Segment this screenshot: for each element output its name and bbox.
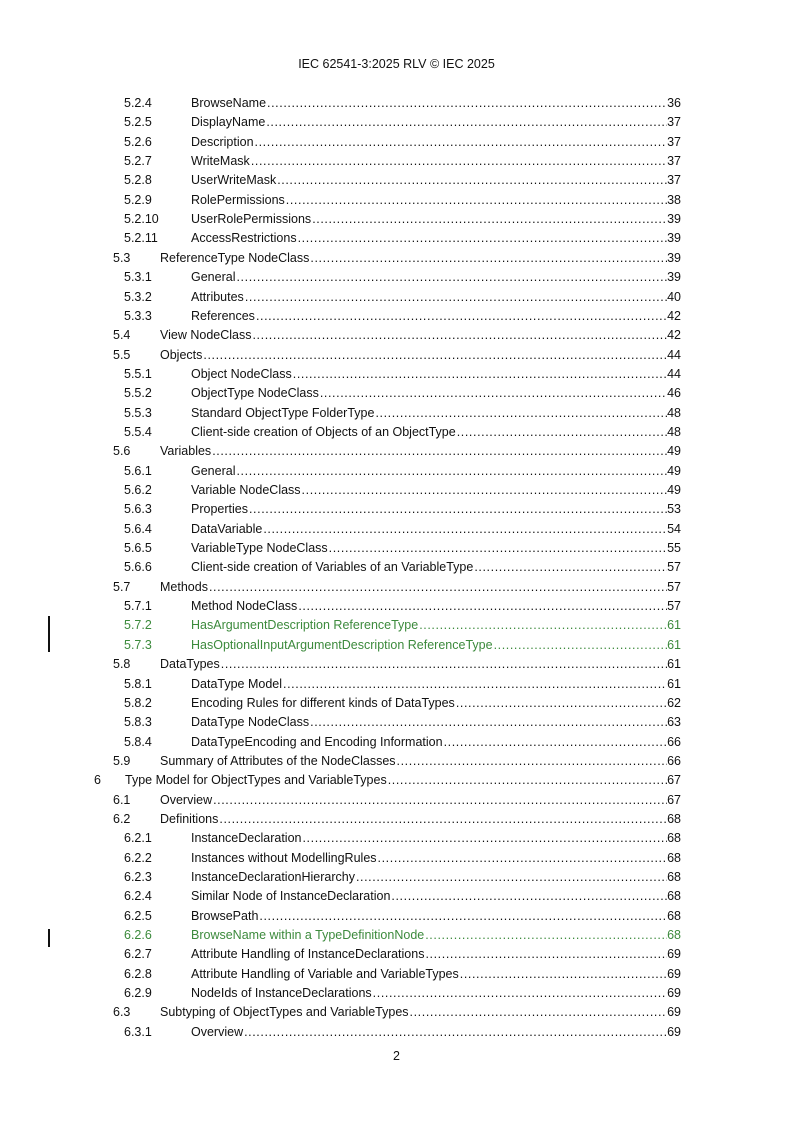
toc-leader-dots xyxy=(251,152,667,170)
toc-leader-dots xyxy=(320,384,667,402)
toc-entry[interactable] xyxy=(0,829,793,847)
toc-entry-number: 5.7.3 xyxy=(124,637,152,652)
toc-leader-dots xyxy=(425,926,667,944)
toc-entry-title: Type Model for ObjectTypes and VariableTypes xyxy=(125,773,387,788)
toc-entry-page: 39 xyxy=(667,231,681,246)
toc-entry-number: 5.6.4 xyxy=(124,521,152,536)
toc-entry-number: 5.9 xyxy=(113,753,131,768)
toc-entry[interactable] xyxy=(0,694,793,712)
toc-entry-page: 37 xyxy=(667,154,681,169)
toc-entry-number: 5.2.11 xyxy=(124,231,158,246)
toc-entry-number: 5.4 xyxy=(113,328,131,343)
toc-entry-page: 54 xyxy=(667,521,681,536)
toc-entry[interactable] xyxy=(0,384,793,402)
toc-entry[interactable] xyxy=(0,307,793,325)
toc-entry[interactable] xyxy=(0,520,793,538)
toc-leader-dots xyxy=(410,1003,668,1021)
toc-entry[interactable] xyxy=(0,965,793,983)
toc-leader-dots xyxy=(245,288,667,306)
toc-entry-title: DataType NodeClass xyxy=(191,715,310,730)
toc-entry-page: 39 xyxy=(667,212,681,227)
toc-entry-number: 6.3 xyxy=(113,1005,131,1020)
toc-leader-dots xyxy=(267,94,667,112)
toc-leader-dots xyxy=(378,849,668,867)
toc-entry[interactable] xyxy=(0,926,793,944)
toc-entry-page: 67 xyxy=(667,773,681,788)
toc-entry-number: 5.6.5 xyxy=(124,541,152,556)
toc-entry[interactable] xyxy=(0,404,793,422)
toc-entry[interactable] xyxy=(0,191,793,209)
toc-entry-number: 5.5.2 xyxy=(124,386,152,401)
toc-leader-dots xyxy=(203,346,667,364)
toc-entry-page: 49 xyxy=(667,483,681,497)
toc-entry-number: 5.6.2 xyxy=(124,483,152,497)
toc-entry-number: 5.2.10 xyxy=(124,212,159,227)
toc-entry-number: 6.2.9 xyxy=(124,986,152,1001)
toc-entry-title: Method NodeClass xyxy=(191,599,298,614)
toc-entry-number: 6.2 xyxy=(113,811,131,826)
toc-entry-page: 69 xyxy=(667,1005,681,1020)
toc-entry-title: Methods xyxy=(160,579,208,594)
toc-entry[interactable] xyxy=(0,94,793,112)
toc-entry-title: Object NodeClass xyxy=(191,366,292,381)
toc-entry[interactable] xyxy=(0,133,793,151)
toc-leader-dots xyxy=(494,636,668,654)
toc-entry-page: 68 xyxy=(667,928,681,943)
toc-entry-page: 57 xyxy=(667,560,681,575)
toc-entry-number: 5.5.4 xyxy=(124,424,152,439)
toc-entry-page: 61 xyxy=(667,676,681,691)
toc-entry-title: WriteMask xyxy=(191,154,250,169)
toc-entry[interactable] xyxy=(0,229,793,247)
toc-entry-page: 68 xyxy=(667,908,681,923)
toc-entry-page: 49 xyxy=(667,444,681,459)
toc-entry-title: DataVariable xyxy=(191,521,263,536)
toc-entry-number: 6.1 xyxy=(113,792,131,807)
toc-entry-page: 67 xyxy=(667,792,681,807)
toc-leader-dots xyxy=(266,113,667,131)
toc-entry-number: 5.6.6 xyxy=(124,560,152,575)
toc-entry[interactable] xyxy=(0,1003,793,1021)
revision-bar xyxy=(48,929,50,947)
toc-entry-page: 38 xyxy=(667,192,681,207)
toc-entry[interactable] xyxy=(0,868,793,886)
toc-leader-dots xyxy=(298,597,667,615)
toc-leader-dots xyxy=(302,481,668,499)
toc-entry-title: Similar Node of InstanceDeclaration xyxy=(191,889,391,904)
toc-entry-page: 63 xyxy=(667,715,681,730)
toc-entry-number: 5.8.2 xyxy=(124,695,152,710)
toc-entry-page: 46 xyxy=(667,386,681,401)
toc-entry-title: HasOptionalInputArgumentDescription ReferenceType xyxy=(191,637,493,652)
toc-leader-dots xyxy=(456,694,667,712)
toc-entry-title: Standard ObjectType FolderType xyxy=(191,405,375,420)
toc-entry-title: ReferenceType NodeClass xyxy=(160,250,310,265)
toc-entry[interactable] xyxy=(0,578,793,596)
toc-entry[interactable] xyxy=(0,288,793,306)
toc-entry[interactable] xyxy=(0,675,793,693)
toc-entry[interactable] xyxy=(0,984,793,1002)
toc-entry-page: 40 xyxy=(667,289,681,304)
toc-entry-title: InstanceDeclarationHierarchy xyxy=(191,870,355,884)
toc-entry-number: 5.2.4 xyxy=(124,96,152,110)
toc-leader-dots xyxy=(444,733,668,751)
toc-entry-title: Instances without ModellingRules xyxy=(191,850,377,865)
toc-entry-page: 48 xyxy=(667,405,681,420)
toc-entry-page: 61 xyxy=(667,618,681,633)
toc-entry-number: 5.2.5 xyxy=(124,115,152,130)
toc-entry-title: UserRolePermissions xyxy=(191,212,312,227)
toc-leader-dots xyxy=(312,210,667,228)
toc-entry-page: 57 xyxy=(667,599,681,614)
toc-entry-page: 42 xyxy=(667,308,681,323)
toc-entry-number: 5.7.2 xyxy=(124,618,152,633)
toc-entry-number: 6.2.7 xyxy=(124,947,152,962)
toc-entry-page: 44 xyxy=(667,347,681,362)
toc-entry-page: 57 xyxy=(667,579,681,594)
toc-entry[interactable] xyxy=(0,171,793,189)
toc-entry-title: View NodeClass xyxy=(160,328,252,343)
toc-entry-number: 5.3.3 xyxy=(124,308,152,323)
toc-leader-dots xyxy=(283,675,667,693)
toc-entry-number: 5.7.1 xyxy=(124,599,152,614)
toc-leader-dots xyxy=(286,191,667,209)
toc-entry[interactable] xyxy=(0,810,793,828)
toc-entry-number: 5.2.7 xyxy=(124,154,152,169)
toc-leader-dots xyxy=(259,907,667,925)
toc-entry-title: Objects xyxy=(160,347,203,362)
toc-leader-dots xyxy=(293,365,667,383)
toc-entry-page: 39 xyxy=(667,250,681,265)
toc-entry-title: Description xyxy=(191,134,254,149)
toc-leader-dots xyxy=(397,752,668,770)
toc-entry-title: InstanceDeclaration xyxy=(191,831,302,846)
toc-entry-page: 36 xyxy=(667,96,681,110)
toc-entry-title: HasArgumentDescription ReferenceType xyxy=(191,618,419,633)
toc-leader-dots xyxy=(474,558,667,576)
toc-entry-number: 5.5.3 xyxy=(124,405,152,420)
toc-leader-dots xyxy=(460,965,667,983)
toc-entry-page: 62 xyxy=(667,695,681,710)
toc-entry-page: 68 xyxy=(667,889,681,904)
toc-leader-dots xyxy=(310,713,667,731)
toc-entry-title: DataTypes xyxy=(160,657,220,672)
toc-entry[interactable] xyxy=(0,887,793,905)
toc-entry-title: AccessRestrictions xyxy=(191,231,297,246)
toc-entry[interactable] xyxy=(0,655,793,673)
toc-entry-title: RolePermissions xyxy=(191,192,285,207)
toc-leader-dots xyxy=(425,945,667,963)
toc-leader-dots xyxy=(236,268,667,286)
toc-entry-page: 39 xyxy=(667,270,681,285)
toc-leader-dots xyxy=(391,887,667,905)
toc-leader-dots xyxy=(255,133,668,151)
toc-entry-title: General xyxy=(191,463,236,478)
toc-entry-title: Client-side creation of Objects of an ObjectType xyxy=(191,424,456,439)
toc-entry[interactable] xyxy=(0,616,793,634)
toc-entry[interactable] xyxy=(0,152,793,170)
toc-entry-page: 69 xyxy=(667,947,681,962)
toc-leader-dots xyxy=(375,404,667,422)
toc-entry[interactable] xyxy=(0,365,793,383)
toc-entry[interactable] xyxy=(0,733,793,751)
toc-leader-dots xyxy=(302,829,667,847)
toc-entry-title: BrowseName xyxy=(191,96,267,110)
toc-entry-number: 5.8.3 xyxy=(124,715,152,730)
toc-entry-number: 5.8.4 xyxy=(124,734,152,749)
toc-entry-title: DataType Model xyxy=(191,676,283,691)
toc-entry-number: 6 xyxy=(94,773,101,788)
toc-entry-page: 53 xyxy=(667,502,681,517)
toc-entry-page: 68 xyxy=(667,870,681,884)
toc-leader-dots xyxy=(256,307,667,325)
toc-leader-dots xyxy=(419,616,667,634)
page-number: 2 xyxy=(393,1049,400,1063)
toc-entry-number: 5.6.3 xyxy=(124,502,152,517)
toc-entry-number: 5.2.6 xyxy=(124,134,152,149)
toc-entry-page: 49 xyxy=(667,463,681,478)
toc-entry[interactable] xyxy=(0,713,793,731)
toc-entry-number: 5.8 xyxy=(113,657,131,672)
toc-entry-title: Overview xyxy=(160,792,213,807)
toc-leader-dots xyxy=(457,423,667,441)
toc-entry[interactable] xyxy=(0,945,793,963)
toc-entry[interactable] xyxy=(0,462,793,480)
toc-leader-dots xyxy=(310,249,667,267)
revision-bar xyxy=(48,616,50,652)
toc-entry-number: 6.2.8 xyxy=(124,966,152,981)
toc-entry-number: 5.6.1 xyxy=(124,463,152,478)
toc-entry[interactable] xyxy=(0,442,793,460)
toc-entry[interactable] xyxy=(0,752,793,770)
toc-entry[interactable] xyxy=(0,791,793,809)
toc-entry-page: 61 xyxy=(667,637,681,652)
toc-entry-page: 69 xyxy=(667,986,681,1001)
toc-entry-title: DisplayName xyxy=(191,115,266,130)
toc-entry-page: 37 xyxy=(667,134,681,149)
toc-leader-dots xyxy=(388,771,667,789)
toc-entry[interactable] xyxy=(0,423,793,441)
toc-entry-number: 5.3 xyxy=(113,250,131,265)
toc-entry[interactable] xyxy=(0,346,793,364)
toc-entry-number: 5.2.8 xyxy=(124,173,152,188)
toc-leader-dots xyxy=(209,578,667,596)
toc-entry-page: 48 xyxy=(667,424,681,439)
toc-entry-title: ObjectType NodeClass xyxy=(191,386,319,401)
toc-entry-title: Variables xyxy=(160,444,212,459)
toc-entry-page: 68 xyxy=(667,811,681,826)
toc-entry-number: 6.3.1 xyxy=(124,1024,152,1039)
toc-entry[interactable] xyxy=(0,597,793,615)
toc-entry-number: 6.2.5 xyxy=(124,908,152,923)
toc-entry[interactable] xyxy=(0,268,793,286)
toc-entry[interactable] xyxy=(0,539,793,557)
toc-entry-page: 37 xyxy=(667,115,681,130)
toc-entry-title: DataTypeEncoding and Encoding Information xyxy=(191,734,443,749)
toc-entry[interactable] xyxy=(0,210,793,228)
toc-leader-dots xyxy=(252,326,667,344)
toc-entry-page: 68 xyxy=(667,850,681,865)
toc-leader-dots xyxy=(249,500,667,518)
toc-leader-dots xyxy=(236,462,667,480)
toc-leader-dots xyxy=(263,520,667,538)
toc-leader-dots xyxy=(213,791,667,809)
toc-entry-page: 69 xyxy=(667,966,681,981)
toc-entry-page: 66 xyxy=(667,753,681,768)
toc-entry[interactable] xyxy=(0,500,793,518)
toc-entry-number: 5.3.1 xyxy=(124,270,152,285)
toc-entry-number: 5.5 xyxy=(113,347,131,362)
toc-entry-title: VariableType NodeClass xyxy=(191,541,328,556)
page-header: IEC 62541-3:2025 RLV © IEC 2025 xyxy=(298,57,495,71)
toc-entry-number: 5.7 xyxy=(113,579,131,594)
toc-entry-title: Attributes xyxy=(191,289,244,304)
toc-entry[interactable] xyxy=(0,849,793,867)
toc-entry[interactable] xyxy=(0,636,793,654)
toc-entry-number: 6.2.2 xyxy=(124,850,152,865)
toc-entry-title: General xyxy=(191,270,236,285)
toc-entry-title: Properties xyxy=(191,502,248,517)
toc-entry-number: 6.2.6 xyxy=(124,928,152,943)
toc-entry-page: 44 xyxy=(667,366,681,381)
toc-entry-page: 55 xyxy=(667,541,681,556)
toc-entry[interactable] xyxy=(0,907,793,925)
toc-entry-page: 66 xyxy=(667,734,681,749)
toc-entry[interactable] xyxy=(0,1023,793,1041)
toc-leader-dots xyxy=(329,539,667,557)
toc-entry-title: Attribute Handling of InstanceDeclarations xyxy=(191,947,425,962)
toc-entry-title: Encoding Rules for different kinds of DataTypes xyxy=(191,695,455,710)
toc-entry-number: 5.6 xyxy=(113,444,131,459)
toc-entry[interactable] xyxy=(0,113,793,131)
toc-entry-page: 37 xyxy=(667,173,681,188)
toc-entry[interactable] xyxy=(0,558,793,576)
toc-entry-number: 6.2.3 xyxy=(124,870,152,884)
toc-entry-title: References xyxy=(191,308,255,323)
toc-entry[interactable] xyxy=(0,481,793,499)
toc-leader-dots xyxy=(219,810,667,828)
toc-entry-title: Client-side creation of Variables of an VariableType xyxy=(191,560,474,575)
toc-entry-number: 5.3.2 xyxy=(124,289,152,304)
toc-entry-number: 6.2.1 xyxy=(124,831,152,846)
toc-leader-dots xyxy=(212,442,667,460)
toc-entry-title: BrowsePath xyxy=(191,908,259,923)
toc-entry-title: Summary of Attributes of the NodeClasses xyxy=(160,753,396,768)
toc-leader-dots xyxy=(221,655,667,673)
toc-entry-number: 6.2.4 xyxy=(124,889,152,904)
toc-entry-title: Variable NodeClass xyxy=(191,483,301,497)
toc-entry-page: 69 xyxy=(667,1024,681,1039)
toc-entry-number: 5.8.1 xyxy=(124,676,152,691)
toc-entry-title: Subtyping of ObjectTypes and VariableTypes xyxy=(160,1005,409,1020)
toc-leader-dots xyxy=(298,229,668,247)
toc-entry[interactable] xyxy=(0,326,793,344)
toc-leader-dots xyxy=(277,171,667,189)
toc-entry[interactable] xyxy=(0,771,793,789)
toc-leader-dots xyxy=(356,868,667,886)
toc-entry-title: Overview xyxy=(191,1024,244,1039)
toc-entry[interactable] xyxy=(0,249,793,267)
toc-entry-title: BrowseName within a TypeDefinitionNode xyxy=(191,928,425,943)
toc-entry-page: 68 xyxy=(667,831,681,846)
toc-entry-page: 42 xyxy=(667,328,681,343)
toc-entry-number: 5.2.9 xyxy=(124,192,152,207)
toc-leader-dots xyxy=(373,984,667,1002)
toc-entry-page: 61 xyxy=(667,657,681,672)
toc-entry-title: UserWriteMask xyxy=(191,173,277,188)
toc-leader-dots xyxy=(244,1023,667,1041)
toc-entry-number: 5.5.1 xyxy=(124,366,152,381)
toc-entry-title: NodeIds of InstanceDeclarations xyxy=(191,986,372,1001)
toc-entry-title: Definitions xyxy=(160,811,219,826)
toc-entry-title: Attribute Handling of Variable and VariableTypes xyxy=(191,966,459,981)
